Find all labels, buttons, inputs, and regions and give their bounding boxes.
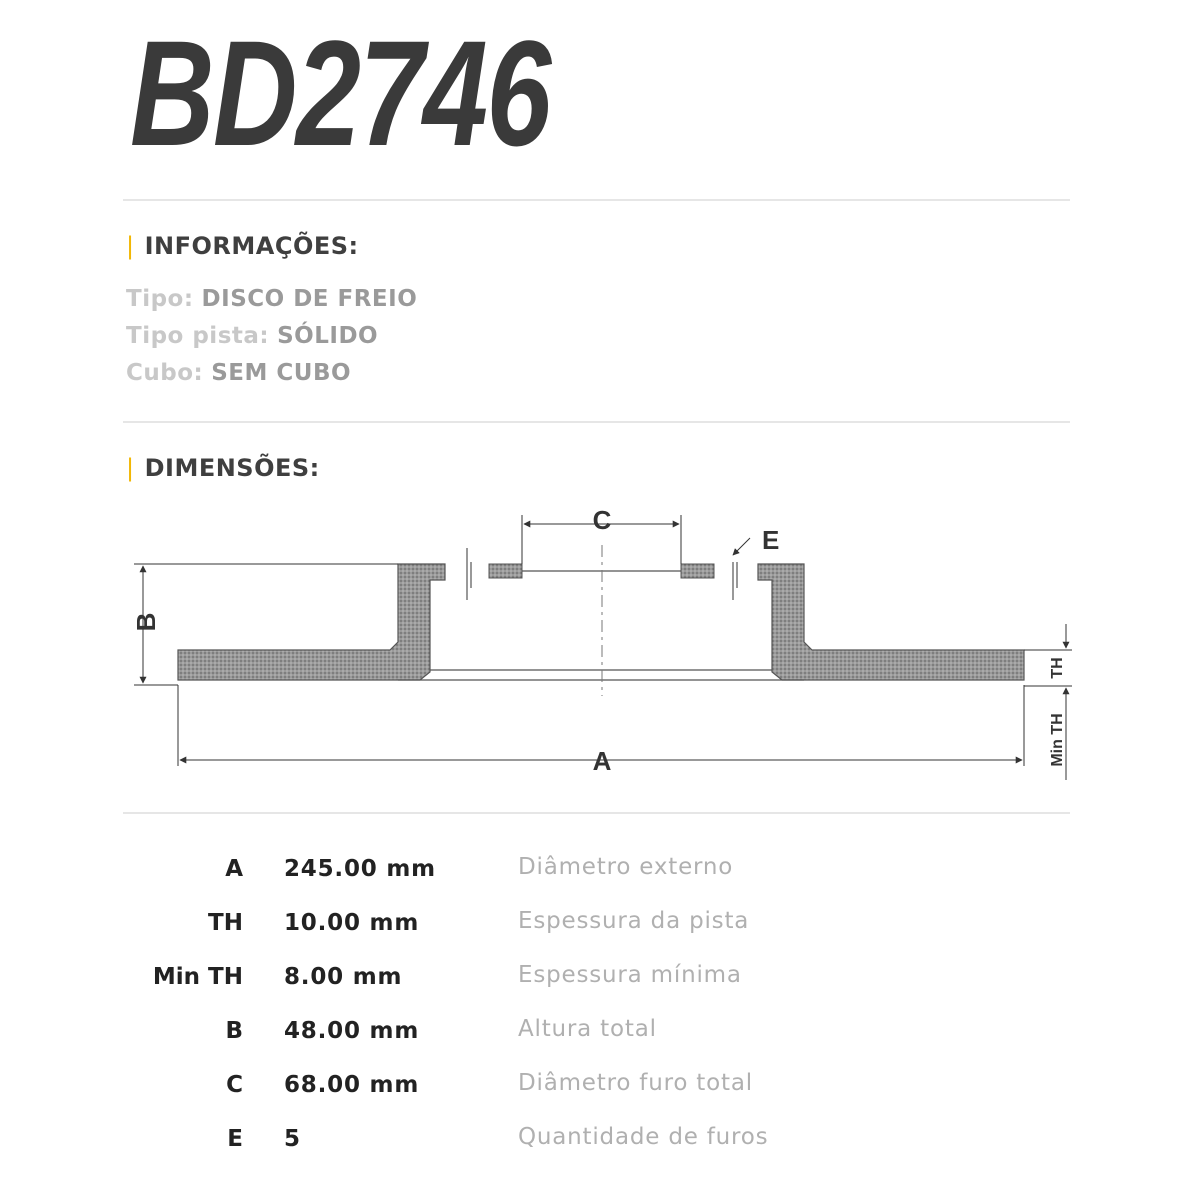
accent-bar: |: [126, 232, 135, 260]
info-value: DISCO DE FREIO: [201, 286, 418, 312]
info-label: Tipo pista:: [126, 323, 270, 349]
dim-description: Diâmetro furo total: [518, 1070, 753, 1096]
dim-description: Diâmetro externo: [518, 854, 734, 880]
info-label: Tipo:: [126, 286, 194, 312]
dim-code: A: [225, 856, 243, 882]
dim-value: 245.00 mm: [284, 856, 436, 882]
dim-description: Quantidade de furos: [518, 1124, 769, 1150]
brake-disc-diagram: [0, 500, 1200, 820]
label-th: TH: [1049, 657, 1066, 679]
info-value: SEM CUBO: [211, 360, 352, 386]
dim-description: Espessura mínima: [518, 962, 742, 988]
info-heading-text: INFORMAÇÕES:: [144, 232, 359, 260]
hub-right-piece: [681, 564, 714, 578]
dim-description: Espessura da pista: [518, 908, 750, 934]
dim-value: 5: [284, 1126, 301, 1152]
dimensions-heading-text: DIMENSÕES:: [144, 454, 320, 482]
dim-code: B: [225, 1018, 243, 1044]
dim-code: Min TH: [152, 964, 243, 990]
info-label: Cubo:: [126, 360, 204, 386]
label-a: A: [592, 746, 612, 776]
info-row-cubo: [126, 360, 351, 386]
divider: [123, 812, 1070, 814]
dim-code: E: [227, 1126, 243, 1152]
accent-bar: |: [126, 454, 135, 482]
info-value: SÓLIDO: [277, 323, 379, 349]
dimensions-heading: [126, 454, 320, 482]
divider: [123, 421, 1070, 423]
label-e: E: [762, 525, 780, 555]
dim-value: 8.00 mm: [284, 964, 403, 990]
dim-code: C: [226, 1072, 243, 1098]
label-min-th: Min TH: [1049, 713, 1066, 767]
label-b: B: [131, 612, 161, 632]
product-code-title: BD2746: [130, 9, 550, 177]
dim-code: TH: [208, 910, 243, 936]
hub-left-piece: [489, 564, 522, 578]
disc-section-right: [758, 564, 1024, 680]
dim-value: 68.00 mm: [284, 1072, 420, 1098]
dim-description: Altura total: [518, 1016, 657, 1042]
dim-value: 48.00 mm: [284, 1018, 420, 1044]
info-row-tipo: [126, 286, 417, 312]
info-row-tipo-pista: [126, 323, 378, 349]
info-heading: [126, 232, 359, 260]
dim-value: 10.00 mm: [284, 910, 420, 936]
label-c: C: [592, 505, 612, 535]
disc-section-left: [178, 564, 445, 680]
divider: [123, 199, 1070, 201]
